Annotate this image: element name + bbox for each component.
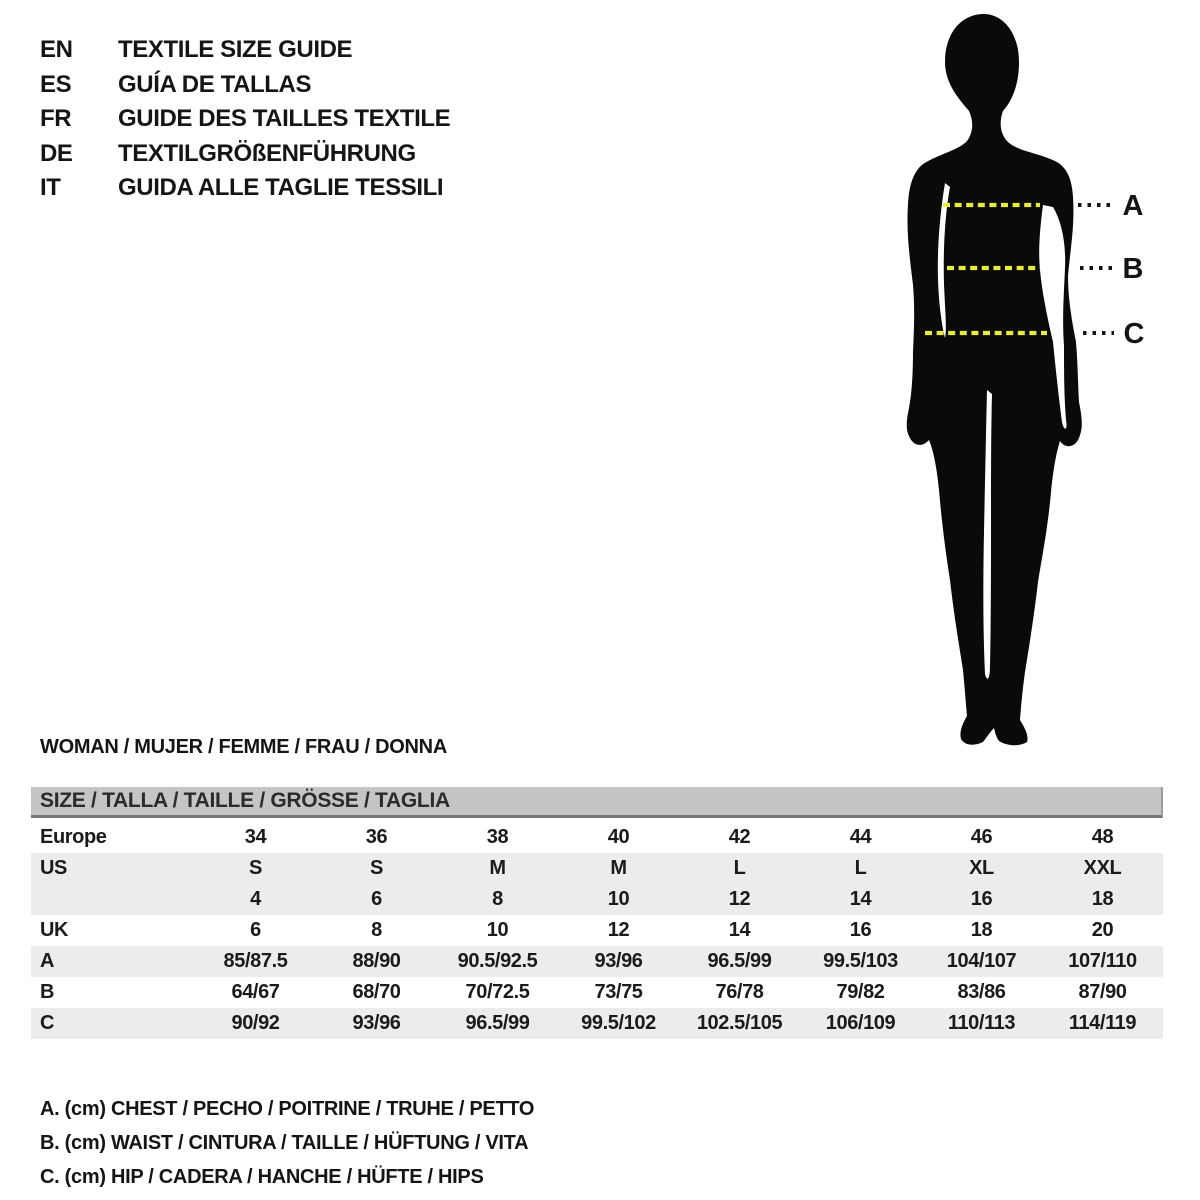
table-cell: XL: [969, 857, 994, 879]
language-code: EN: [40, 36, 73, 64]
table-cell: 68/70: [352, 981, 401, 1003]
table-cell: 110/113: [947, 1012, 1016, 1034]
table-cell: 12: [607, 919, 630, 941]
table-cell: 34: [244, 826, 267, 848]
table-cell: 48: [1091, 826, 1114, 848]
table-cell: 18: [970, 919, 993, 941]
table-row: [31, 977, 1163, 1008]
table-cell: 88/90: [352, 950, 401, 972]
woman-silhouette: [907, 14, 1082, 745]
table-cell: 85/87.5: [223, 950, 288, 972]
section-heading-woman: WOMAN / MUJER / FEMME / FRAU / DONNA: [40, 736, 447, 758]
table-cell: M: [489, 857, 506, 879]
language-code: IT: [40, 174, 61, 202]
measurement-legend: [40, 1092, 534, 1194]
row-label: C: [40, 1012, 55, 1034]
table-cell: 10: [486, 919, 509, 941]
table-cell: 70/72.5: [465, 981, 530, 1003]
table-cell: 79/82: [836, 981, 885, 1003]
table-cell: 14: [728, 919, 751, 941]
table-cell: 14: [849, 888, 872, 910]
legend-line: B. (cm) WAIST / CINTURA / TAILLE / HÜFTUNG / VITA: [40, 1132, 529, 1154]
table-cell: 104/107: [946, 950, 1017, 972]
table-cell: 73/75: [594, 981, 643, 1003]
table-cell: 40: [607, 826, 630, 848]
guide-title: TEXTILGRÖßENFÜHRUNG: [118, 139, 416, 167]
language-code: FR: [40, 105, 72, 133]
table-cell: 96.5/99: [707, 950, 772, 972]
guide-title: GUIDE DES TAILLES TEXTILE: [118, 105, 451, 133]
size-table-body: [31, 822, 1163, 1039]
legend-line: C. (cm) HIP / CADERA / HANCHE / HÜFTE / HIPS: [40, 1166, 484, 1188]
table-cell: 90/92: [231, 1012, 280, 1034]
table-cell: 8: [492, 888, 503, 910]
table-cell: S: [370, 857, 383, 879]
language-title-list: [40, 33, 450, 206]
row-label: Europe: [40, 826, 107, 848]
marker-letter-a: A: [1122, 190, 1144, 222]
table-cell: 90.5/92.5: [457, 950, 538, 972]
row-label: A: [40, 950, 55, 972]
table-cell: 6: [371, 888, 382, 910]
table-row: [31, 822, 1163, 853]
row-label: UK: [40, 919, 69, 941]
table-cell: 99.5/103: [823, 950, 898, 972]
table-cell: 36: [365, 826, 388, 848]
table-cell: 20: [1091, 919, 1114, 941]
legend-line: A. (cm) CHEST / PECHO / POITRINE / TRUHE / PETTO: [40, 1098, 535, 1120]
guide-title: GUIDA ALLE TAGLIE TESSILI: [118, 174, 444, 202]
table-cell: 10: [607, 888, 630, 910]
table-cell: 107/110: [1068, 950, 1137, 972]
table-cell: 8: [371, 919, 382, 941]
language-row: [40, 68, 450, 103]
row-label: B: [40, 981, 55, 1003]
row-label: US: [40, 857, 67, 879]
table-cell: S: [249, 857, 262, 879]
table-cell: 93/96: [352, 1012, 401, 1034]
table-row: [31, 1008, 1163, 1039]
table-row: [31, 946, 1163, 977]
table-cell: 18: [1091, 888, 1114, 910]
table-cell: 64/67: [231, 981, 280, 1003]
language-row: [40, 33, 450, 68]
table-cell: 76/78: [715, 981, 764, 1003]
language-row: [40, 171, 450, 206]
table-cell: 12: [728, 888, 751, 910]
table-cell: L: [854, 857, 867, 879]
guide-title: TEXTILE SIZE GUIDE: [118, 36, 353, 64]
language-row: [40, 102, 450, 137]
table-cell: M: [610, 857, 627, 879]
language-code: ES: [40, 70, 72, 98]
table-row: [31, 915, 1163, 946]
table-cell: 6: [250, 919, 261, 941]
table-cell: 114/119: [1068, 1012, 1137, 1034]
table-cell: L: [733, 857, 746, 879]
table-cell: 16: [849, 919, 872, 941]
marker-letter-c: C: [1123, 318, 1145, 350]
woman-silhouette-figure: [850, 0, 1200, 760]
table-cell: 16: [970, 888, 993, 910]
size-table: [31, 787, 1163, 1039]
table-row: [31, 853, 1163, 884]
table-cell: 4: [250, 888, 261, 910]
silhouette-svg: [850, 0, 1200, 760]
table-cell: 102.5/105: [696, 1012, 783, 1034]
language-row: [40, 137, 450, 172]
marker-letter-b: B: [1122, 253, 1144, 285]
table-cell: 96.5/99: [465, 1012, 530, 1034]
table-cell: 99.5/102: [581, 1012, 656, 1034]
table-row: [31, 884, 1163, 915]
table-cell: 87/90: [1078, 981, 1127, 1003]
table-cell: 44: [849, 826, 872, 848]
table-cell: 46: [970, 826, 993, 848]
table-cell: 106/109: [825, 1012, 896, 1034]
table-cell: XXL: [1083, 857, 1122, 879]
guide-title: GUÍA DE TALLAS: [118, 70, 312, 98]
table-cell: 83/86: [957, 981, 1006, 1003]
table-cell: 93/96: [594, 950, 643, 972]
language-code: DE: [40, 139, 73, 167]
table-cell: 42: [728, 826, 751, 848]
table-cell: 38: [486, 826, 509, 848]
size-table-header: SIZE / TALLA / TAILLE / GRÖSSE / TAGLIA: [31, 787, 1163, 818]
